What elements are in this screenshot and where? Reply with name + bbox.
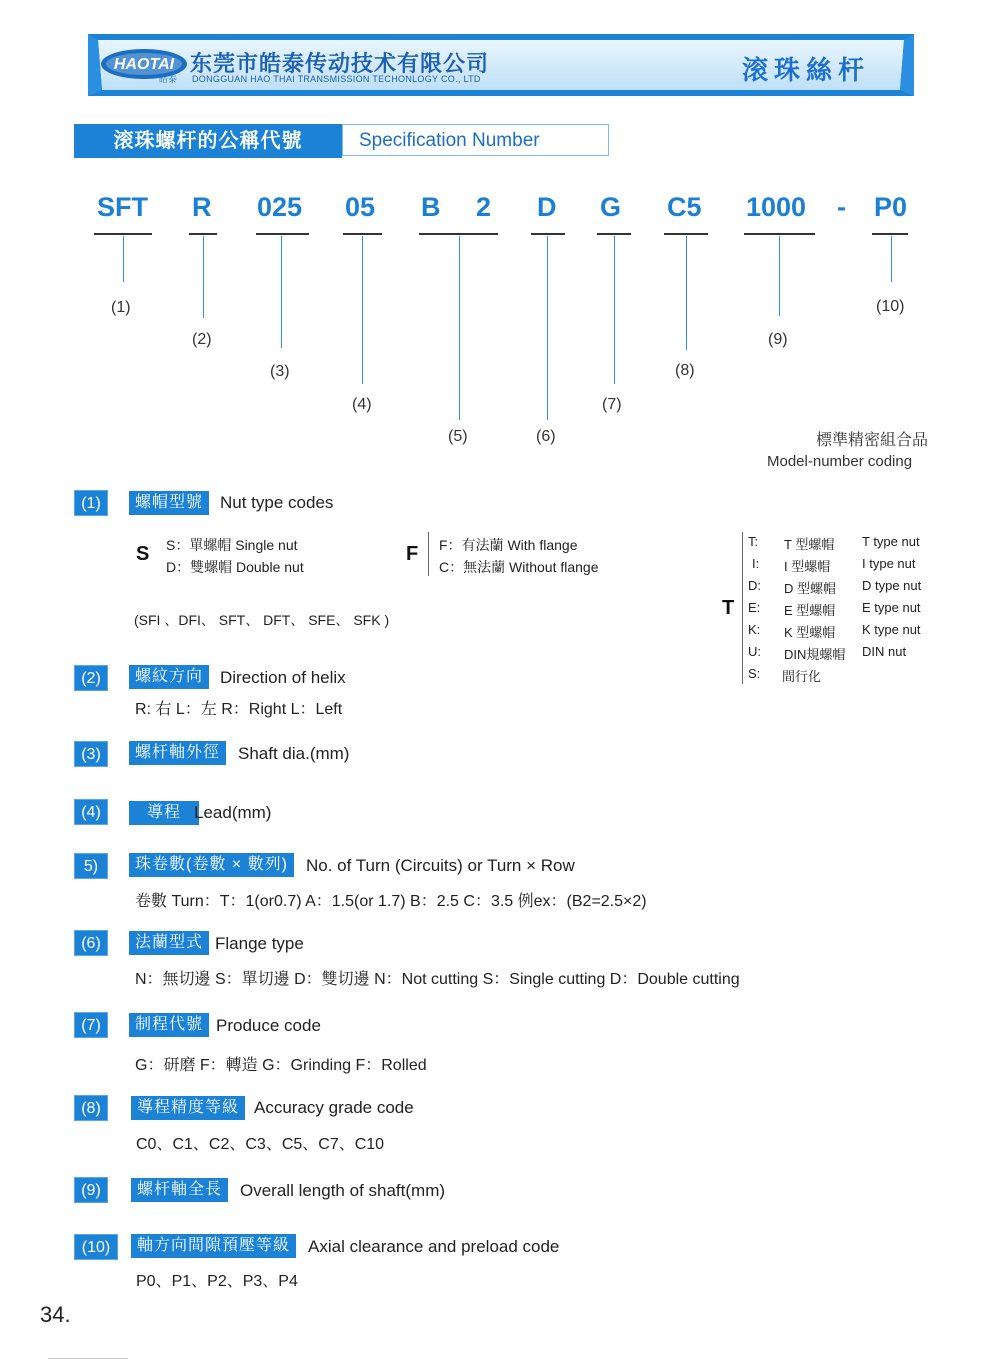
item-number-5: 5): [74, 853, 108, 879]
code-number-5: (5): [448, 428, 468, 445]
item-label-en-5: No. of Turn (Circuits) or Turn × Row: [306, 856, 575, 875]
nut-code-f-line: C：無法蘭 Without flange: [439, 559, 599, 575]
item-label-cn-8: 導程精度等級: [131, 1096, 245, 1120]
item-label-cn-1: 螺帽型號: [129, 491, 209, 515]
divider: [428, 532, 429, 576]
t-code-en: E type nut: [862, 600, 921, 615]
item-label-cn-2: 螺紋方向: [129, 665, 209, 689]
item-label-cn-7: 制程代號: [129, 1013, 209, 1037]
t-code-en: DIN nut: [862, 644, 907, 659]
nut-code-t-letter: T: [722, 597, 735, 619]
nut-code-s-line: S：單螺帽 Single nut: [166, 537, 298, 553]
code-number-9: (9): [768, 331, 788, 348]
coding-label-en: Model-number coding: [767, 453, 913, 470]
code-part-g: G: [600, 192, 622, 222]
company-name-en: DONGGUAN HAO THAI TRANSMISSION TECHONLOGY CO., LTD: [192, 74, 481, 84]
item-label-cn-9: 螺杆軸全長: [131, 1178, 228, 1202]
item-label-en-8: Accuracy grade code: [254, 1098, 414, 1117]
leader-line: [547, 236, 548, 420]
item-number-10: (10): [74, 1234, 118, 1260]
t-code-en: T type nut: [862, 534, 920, 549]
company-name-cn: 东莞市皓泰传动技术有限公司: [190, 51, 490, 76]
item-number-9: (9): [74, 1177, 108, 1203]
item-label-en-7: Produce code: [216, 1016, 321, 1035]
code-underline: [343, 233, 382, 235]
footer-divider: [48, 1358, 128, 1359]
t-code-cn: I 型螺帽: [784, 559, 831, 574]
coding-label-cn: 標準精密組合品: [816, 432, 929, 449]
code-number-10: (10): [876, 298, 905, 315]
item-label-cn-4: 導程: [129, 801, 199, 825]
nut-code-s-line: D：雙螺帽 Double nut: [166, 559, 304, 575]
t-code-en: I type nut: [862, 556, 916, 571]
divider: [742, 532, 743, 684]
item-label-en-6: Flange type: [215, 934, 304, 953]
t-code-cn: T 型螺帽: [784, 537, 835, 552]
item-label-cn-5: 珠卷數(卷數 × 數列): [129, 853, 294, 877]
t-code-en: D type nut: [862, 578, 922, 593]
item-label-en-10: Axial clearance and preload code: [308, 1237, 560, 1256]
t-code: E:: [748, 600, 761, 615]
code-underline: [419, 233, 498, 235]
t-code: T:: [748, 534, 759, 549]
svg-text:HAOTAI: HAOTAI: [113, 56, 175, 73]
code-part-sft: SFT: [97, 192, 148, 222]
code-underline: [189, 233, 217, 235]
code-underline: [256, 233, 309, 235]
t-code-cn: DIN規螺帽: [784, 647, 846, 662]
nut-code-examples: (SFI 、DFI、 SFT、 DFT、 SFE、 SFK ): [134, 612, 390, 628]
item-label-cn-10: 軸方向間隙預壓等級: [131, 1234, 296, 1258]
item-number-3: (3): [74, 741, 108, 767]
code-part-r: R: [192, 192, 212, 222]
svg-text:皓泰: 皓泰: [158, 74, 178, 84]
leader-line: [459, 236, 460, 420]
leader-line: [123, 236, 124, 282]
item-number-2: (2): [74, 665, 108, 691]
leader-line: [891, 236, 892, 282]
code-part-1000: 1000: [746, 192, 807, 222]
item-detail-7: G：研磨 F：轉造 G：Grinding F：Rolled: [135, 1057, 427, 1074]
item-label-en-3: Shaft dia.(mm): [238, 744, 350, 763]
item-detail-6: N：無切邊 S：單切邊 D：雙切邊 N：Not cutting S：Single cutting D：Double cutting: [135, 971, 740, 988]
t-code-cn: E 型螺帽: [784, 603, 836, 618]
section-title-cn: 滚珠螺杆的公稱代號: [74, 124, 342, 158]
item-label-en-1: Nut type codes: [220, 493, 334, 512]
t-code: I:: [752, 556, 760, 571]
item-label-en-2: Direction of helix: [220, 668, 346, 687]
item-number-8: (8): [74, 1095, 108, 1121]
code-underline: [531, 233, 565, 235]
leader-line: [614, 236, 615, 384]
code-underline: [744, 233, 815, 235]
code-part-05: 05: [345, 192, 376, 222]
code-number-4: (4): [352, 396, 372, 413]
code-part-b: B: [421, 192, 441, 222]
code-number-3: (3): [270, 363, 290, 380]
nut-code-f-line: F：有法蘭 With flange: [439, 537, 578, 553]
code-part-d: D: [537, 192, 557, 222]
t-code-cn: 間行化: [782, 669, 822, 684]
code-number-6: (6): [536, 428, 556, 445]
item-label-en-9: Overall length of shaft(mm): [240, 1181, 446, 1200]
t-code: D:: [748, 578, 761, 593]
section-title-en: Specification Number: [342, 124, 609, 156]
item-detail-10: P0、P1、P2、P3、P4: [136, 1273, 298, 1290]
item-label-cn-6: 法蘭型式: [129, 931, 209, 955]
code-part-025: 025: [257, 192, 303, 222]
t-code-cn: K 型螺帽: [784, 625, 836, 640]
code-underline: [94, 233, 152, 235]
code-part-2: 2: [476, 192, 492, 222]
item-number-4: (4): [74, 799, 108, 825]
item-detail-2: R: 右 L：左 R：Right L：Left: [135, 701, 343, 718]
t-code: S:: [748, 666, 761, 681]
leader-line: [281, 236, 282, 348]
code-underline: [664, 233, 708, 235]
t-code: K:: [748, 622, 761, 637]
t-code-cn: D 型螺帽: [784, 581, 837, 596]
code-underline: [597, 233, 631, 235]
page-number: 34.: [40, 1302, 71, 1327]
code-part-p0: P0: [874, 192, 908, 222]
code-number-8: (8): [675, 362, 695, 379]
code-number-1: (1): [111, 299, 131, 316]
t-code-en: K type nut: [862, 622, 921, 637]
product-title: 滚珠絲杆: [742, 55, 871, 85]
nut-code-f-letter: F: [406, 543, 419, 565]
leader-line: [686, 236, 687, 350]
company-logo: [100, 44, 188, 84]
code-part-dash: -: [837, 192, 846, 222]
leader-line: [203, 236, 204, 318]
item-number-7: (7): [74, 1012, 108, 1038]
code-number-2: (2): [192, 331, 212, 348]
item-label-en-4: Lead(mm): [194, 803, 272, 822]
code-number-7: (7): [602, 396, 622, 413]
t-code: U:: [748, 644, 761, 659]
item-label-cn-3: 螺杆軸外徑: [129, 741, 226, 765]
nut-code-s-letter: S: [136, 543, 150, 565]
item-number-6: (6): [74, 930, 108, 956]
leader-line: [779, 236, 780, 316]
code-part-c5: C5: [667, 192, 702, 222]
code-underline: [872, 233, 908, 235]
leader-line: [362, 236, 363, 384]
item-number-1: (1): [74, 490, 108, 516]
item-detail-8: C0、C1、C2、C3、C5、C7、C10: [136, 1136, 385, 1153]
item-detail-5: 卷數 Turn：T：1(or0.7) A：1.5(or 1.7) B：2.5 C：3.5 例ex：(B2=2.5×2): [135, 893, 647, 910]
